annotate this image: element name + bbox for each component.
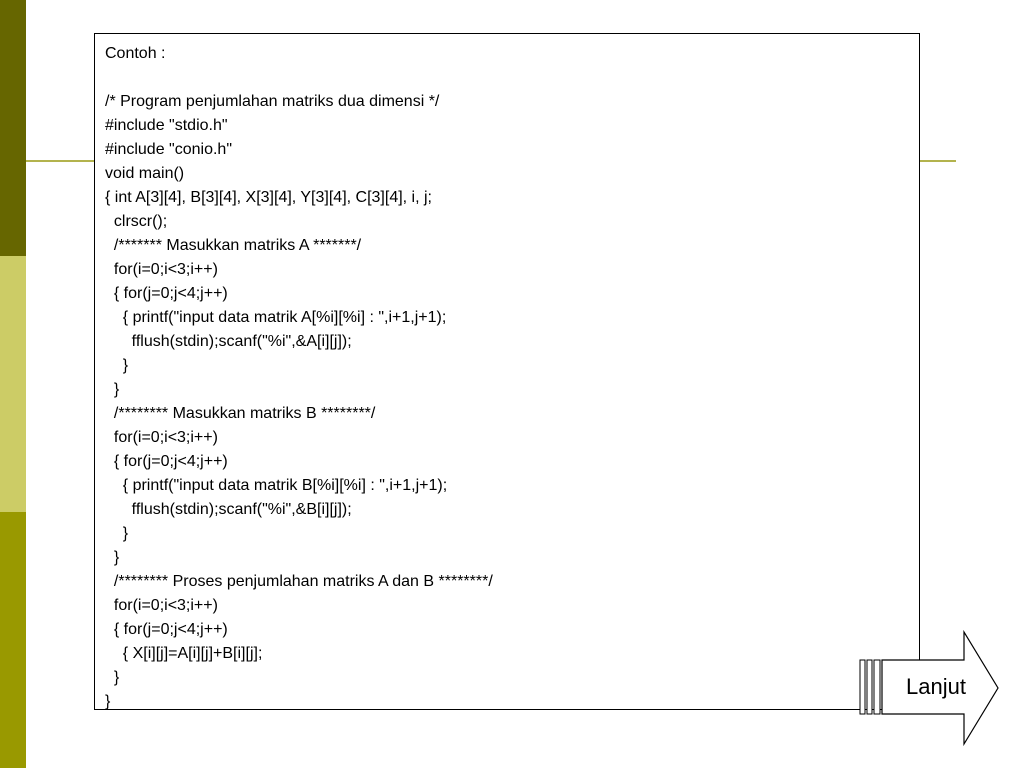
next-button[interactable] (858, 630, 1000, 746)
left-stripe-mid (0, 512, 26, 768)
code-line: { for(j=0;j<4;j++) (105, 621, 228, 638)
code-line: /******** Masukkan matriks B ********/ (105, 405, 376, 422)
code-line: #include "stdio.h" (105, 117, 228, 134)
code-line: for(i=0;i<3;i++) (105, 261, 218, 278)
code-line: } (105, 381, 120, 398)
code-line: } (105, 357, 129, 374)
code-line: for(i=0;i<3;i++) (105, 429, 218, 446)
code-line: fflush(stdin);scanf("%i",&A[i][j]); (105, 333, 352, 350)
code-line: /******* Masukkan matriks A *******/ (105, 237, 362, 254)
code-line: { X[i][j]=A[i][j]+B[i][j]; (105, 645, 263, 662)
next-button-label[interactable]: Lanjut (906, 674, 966, 699)
code-line: void main() (105, 165, 185, 182)
code-line: for(i=0;i<3;i++) (105, 597, 218, 614)
code-line: fflush(stdin);scanf("%i",&B[i][j]); (105, 501, 352, 518)
code-line: { printf("input data matrik B[%i][%i] : ",i+1,j+1); (105, 477, 448, 494)
code-line: { for(j=0;j<4;j++) (105, 285, 228, 302)
code-line: Contoh : (105, 45, 166, 62)
code-line: /* Program penjumlahan matriks dua dimensi */ (105, 93, 440, 110)
code-line: #include "conio.h" (105, 141, 232, 158)
code-line: /******** Proses penjumlahan matriks A dan B ********/ (105, 573, 493, 590)
code-line: } (105, 693, 111, 710)
code-text (105, 42, 493, 714)
code-line: } (105, 669, 120, 686)
code-line: clrscr(); (105, 213, 168, 230)
code-box (94, 33, 920, 710)
code-line: { printf("input data matrik A[%i][%i] : ",i+1,j+1); (105, 309, 447, 326)
code-line: { int A[3][4], B[3][4], X[3][4], Y[3][4], C[3][4], i, j; (105, 189, 432, 206)
left-stripe-dark (0, 0, 26, 256)
code-line: } (105, 525, 129, 542)
code-line: { for(j=0;j<4;j++) (105, 453, 228, 470)
left-stripe-light (0, 256, 26, 512)
code-line: } (105, 549, 120, 566)
